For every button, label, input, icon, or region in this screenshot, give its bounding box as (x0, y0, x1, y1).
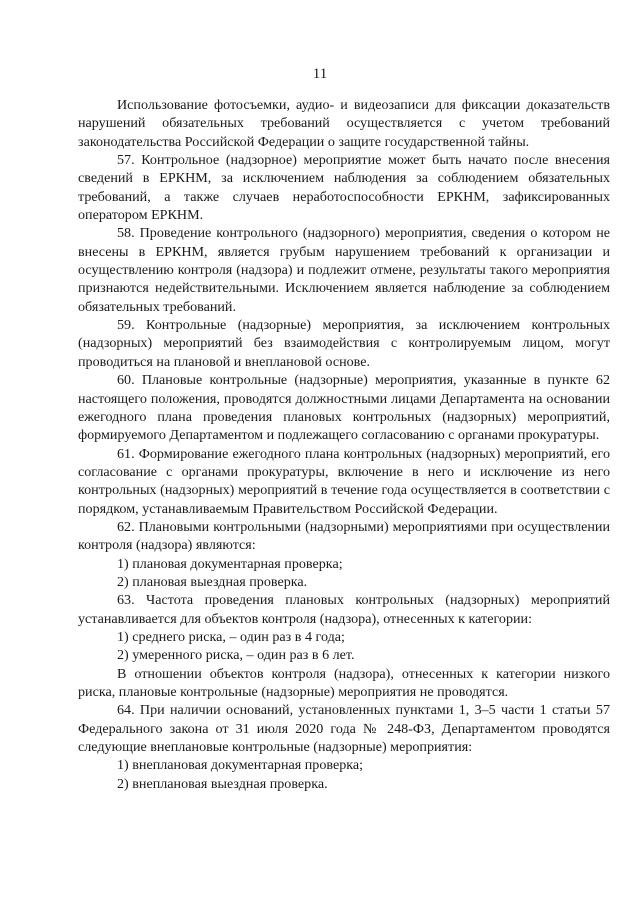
paragraph-60: 60. Плановые контрольные (надзорные) мероприятия, указанные в пункте 62 настоящего положения, проводятся должностными лицами Департамента на основании ежегодного плана проведения плановых контрольных (надзорных) мероприятий, формируемого Департаментом и подлежащего согласованию с органами прокуратуры. (78, 372, 610, 444)
list-item: 2) плановая выездная проверка. (117, 573, 308, 590)
list-item: 1) плановая документарная проверка; (117, 555, 343, 572)
paragraph-57: 57. Контрольное (надзорное) мероприятие может быть начато после внесения сведений в ЕРКНМ, за исключением наблюдения за соблюдением обязательных требований, а также случаев неработоспособности ЕРКНМ, зафиксированных оператором ЕРКНМ. (78, 152, 610, 224)
paragraph-62: 62. Плановыми контрольными (надзорными) мероприятиями при осуществлении контроля (надзора) являются: (78, 518, 610, 554)
paragraph-59: 59. Контрольные (надзорные) мероприятия, за исключением контрольных (надзорных) мероприятий без взаимодействия с контролируемым лицом, могут проводиться на плановой и внеплановой основе. (78, 317, 610, 370)
paragraph-63: 63. Частота проведения плановых контрольных (надзорных) мероприятий устанавливается для объектов контроля (надзора), отнесенных к категории: (78, 592, 610, 627)
list-item: 1) внеплановая документарная проверка; (117, 757, 364, 774)
paragraph-photo-video-recording: Использование фотосъемки, аудио- и видеозаписи для фиксации доказательств нарушений обязательных требований осуществляется с учетом требований законодательства Российской Федерации о защите государственной тайны. (78, 97, 610, 150)
document-body (78, 96, 610, 793)
paragraph-61: 61. Формирование ежегодного плана контрольных (надзорных) мероприятий, его согласование с органами прокуратуры, включение в него и исключение из него контрольных (надзорных) мероприятий в течение года осуществляется в соответствии с порядком, устанавливаемым Правительством Российской Федерации. (78, 445, 610, 517)
paragraph-64: 64. При наличии оснований, установленных пунктами 1, 3–5 части 1 статьи 57 Федерального закона от 31 июля 2020 года № 248-ФЗ, Департаментом проводятся следующие внеплановые контрольные (надзорные) мероприятия: (78, 702, 610, 756)
page-number: 11 (312, 66, 328, 82)
list-item: 2) умеренного риска, – один раз в 6 лет. (117, 647, 355, 664)
list-item: 1) среднего риска, – один раз в 4 года; (117, 628, 345, 645)
list-item: 2) внеплановая выездная проверка. (117, 775, 328, 792)
paragraph-58: 58. Проведение контрольного (надзорного) мероприятия, сведения о котором не внесены в ЕРКНМ, является грубым нарушением требований к организации и осуществлению контроля (надзора) и подлежит отмене, результаты такого мероприятия признаются недействительными. Исключением является наблюдение за соблюдением обязательных требований. (78, 225, 610, 315)
paragraph-low-risk: В отношении объектов контроля (надзора), отнесенных к категории низкого риска, плановые контрольные (надзорные) мероприятия не проводятся. (78, 665, 610, 700)
